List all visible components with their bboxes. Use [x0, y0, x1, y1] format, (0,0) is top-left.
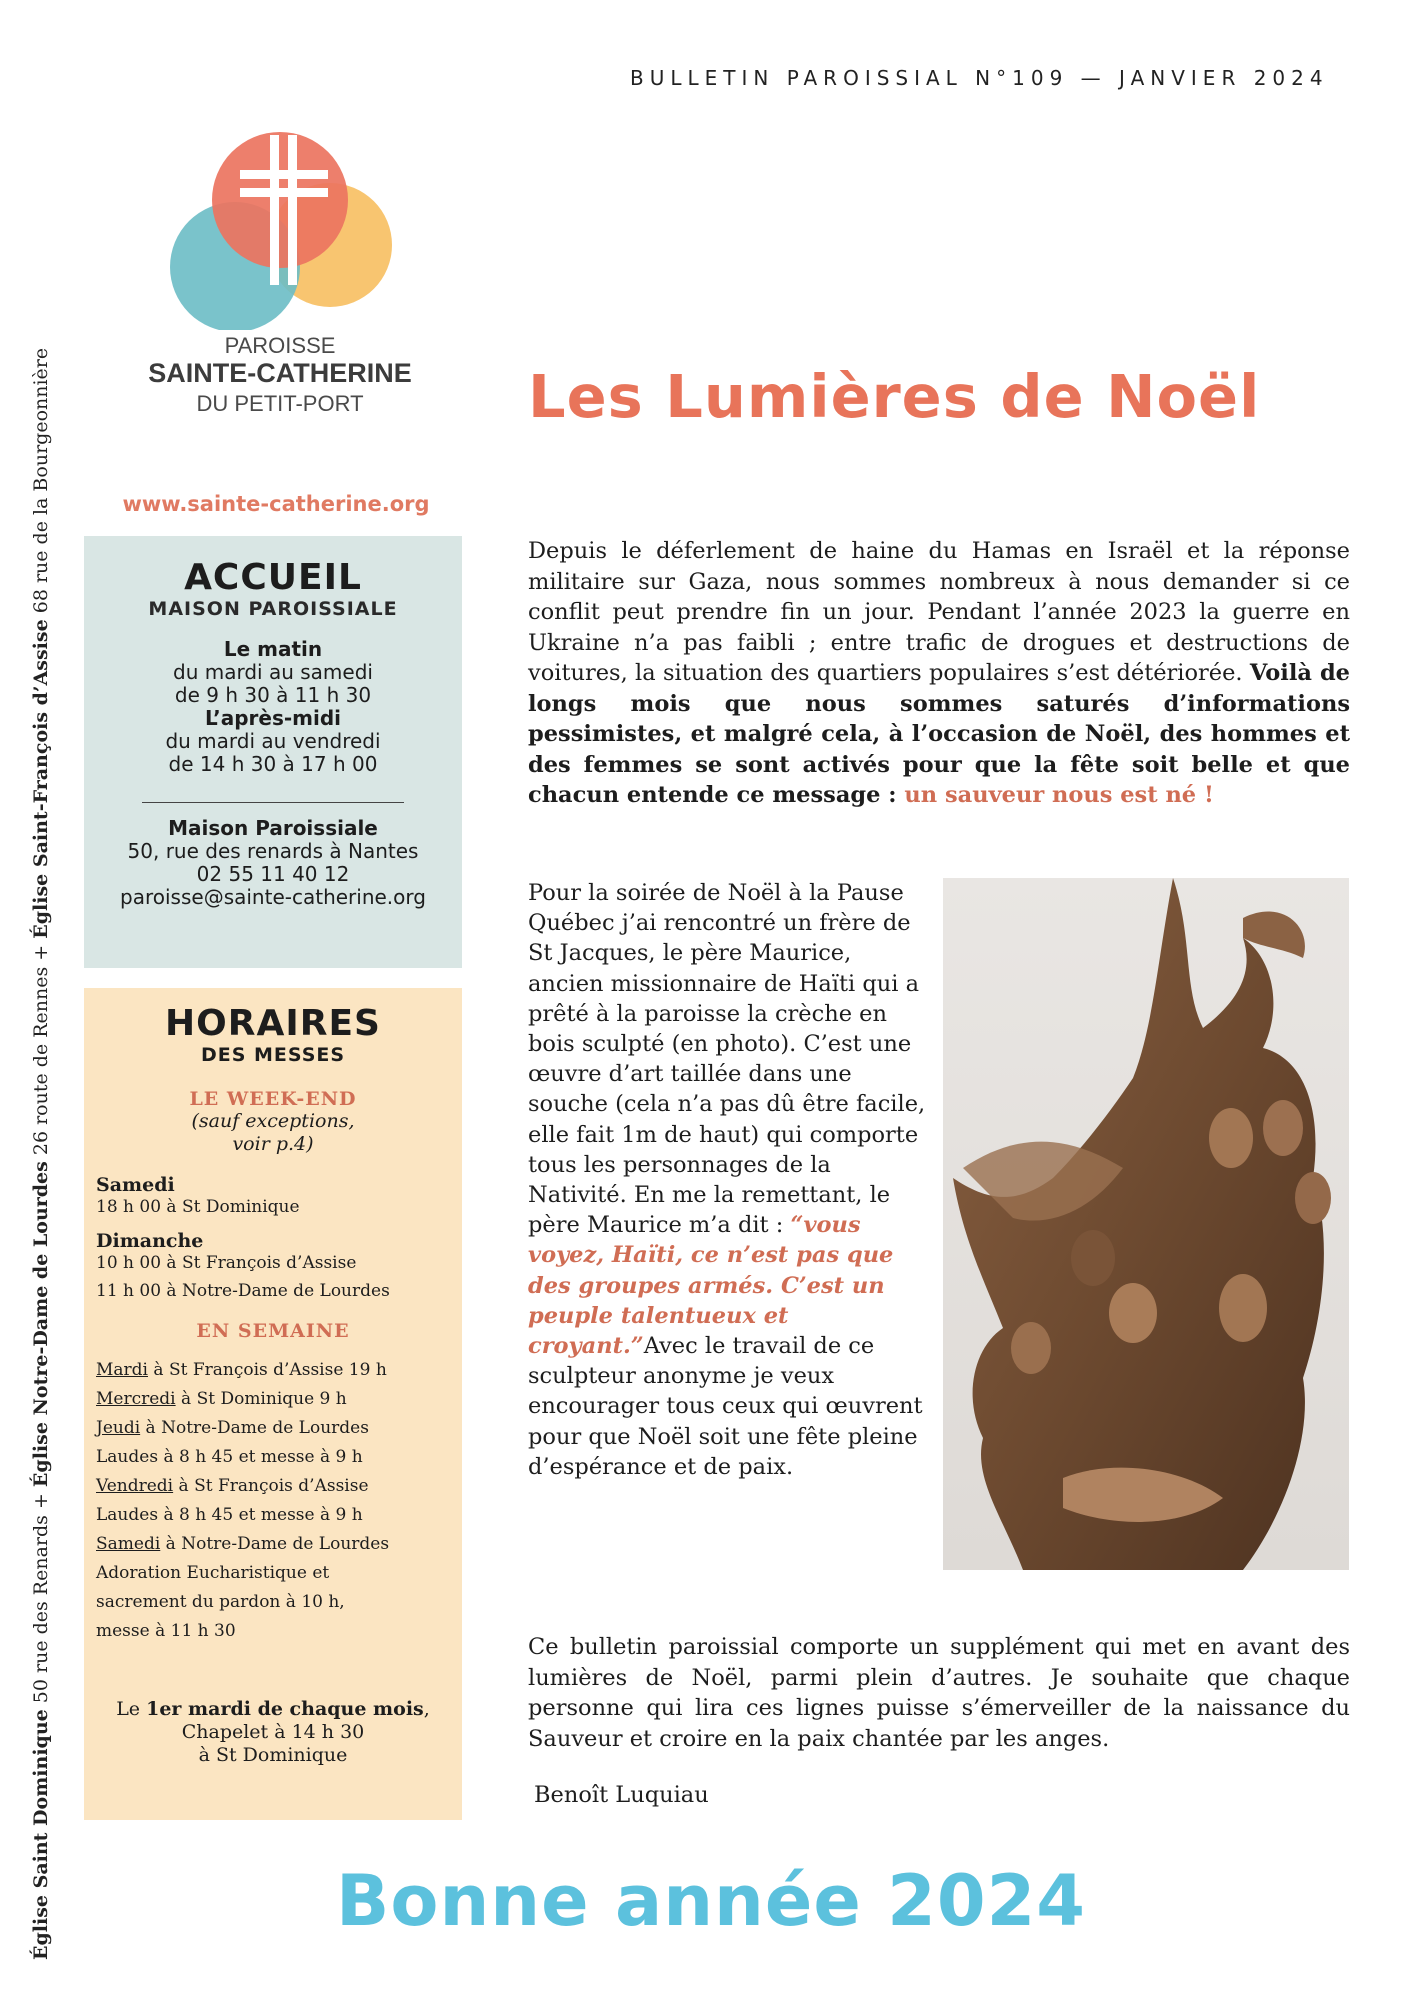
article-title: Les Lumières de Noël	[528, 362, 1261, 431]
weekday-schedule	[84, 1356, 462, 1646]
parish-logo	[130, 95, 430, 425]
morning-label: Le matin	[223, 637, 323, 661]
saturday-label: Samedi	[96, 1174, 175, 1196]
article-paragraph-3: Ce bulletin paroissial comporte un supplément qui met en avant des lumières de Noël, parmi plein d’autres. Je souhaite que chaque personne qui lira ces lignes puisse s’émerveiller de la naissance du Sauveur et croire en la paix chantée par les anges.	[528, 1634, 1350, 1752]
weekday-line: Mercredi à St Dominique 9 h	[96, 1389, 347, 1409]
church-3-address: 68 rue de la Bourgeonnière	[30, 347, 52, 620]
email-link[interactable]: paroisse@sainte-catherine.org	[120, 885, 426, 909]
weekday-line: Samedi à Notre-Dame de Lourdes	[96, 1534, 390, 1554]
weekend-note-1: (sauf exceptions,	[191, 1110, 355, 1132]
nativity-sculpture-image	[943, 878, 1349, 1570]
horaires-title: HORAIRES	[165, 1003, 381, 1044]
church-1-address: 50 rue des Renards +	[30, 1487, 52, 1710]
logo-line-3: DU PETIT-PORT	[196, 391, 364, 416]
weekend-note-2: voir p.4)	[232, 1133, 314, 1155]
article-signature: Benoît Luquiau	[534, 1782, 709, 1808]
article-paragraph-2: Pour la soirée de Noël à la Pause Québec j’ai rencontré un frère de St Jacques, le père Maurice, ancien missionnaire de Haïti qui a prêté à la paroisse la crèche en bois sculpté (en photo). C’est une œuvre d’art taillée dans une souche (cela n’a pas dû être facile, elle fait 1m de haut) qui comporte tous les personnages de la Nativité. En me la remettant, le père Maurice m’a dit : “vous voyez, Haïti, ce n’est pas que des groupes armés. C’est un peuple talentueux et croyant.”Avec le travail de ce sculpteur anonyme je veux encourager tous ceux qui œuvrent pour que Noël soit une fête pleine d’espérance et de paix.	[528, 880, 926, 1480]
chapelet-line-2: Chapelet à 14 h 30	[181, 1721, 365, 1743]
new-year-greeting: Bonne année 2024	[336, 1860, 1087, 1942]
week-label: EN SEMAINE	[196, 1320, 350, 1342]
weekday-line: Laudes à 8 h 45 et messe à 9 h	[96, 1447, 363, 1467]
phone[interactable]: 02 55 11 40 12	[196, 862, 350, 886]
logo-line-2: SAINTE-CATHERINE	[148, 358, 412, 388]
nativity-sculpture-photo	[943, 878, 1349, 1570]
horaires-subtitle: DES MESSES	[200, 1044, 346, 1066]
weekday-line: Vendredi à St François d’Assise	[96, 1476, 369, 1496]
article-paragraph-1: Depuis le déferlement de haine du Hamas en Israël et la réponse militaire sur Gaza, nous sommes nombreux à nous demander si ce conflit peut prendre fin un jour. Pendant l’année 2023 la guerre en Ukraine n’a pas faibli ; entre trafic de drogues et destructions de voitures, la situation des quartiers populaires s’est détériorée. Voilà de longs mois que nous sommes saturés d’informations pessimistes, et malgré cela, à l’occasion de Noël, des hommes et des femmes se sont activés pour que la fête soit belle et que chacun entende ce message : un sauveur nous est né !	[528, 538, 1350, 808]
churches-vertical-band	[30, 348, 52, 1960]
weekday-line: Laudes à 8 h 45 et messe à 9 h	[96, 1505, 363, 1525]
sunday-mass-2: 11 h 00 à Notre-Dame de Lourdes	[96, 1281, 390, 1301]
morning-hours: de 9 h 30 à 11 h 30	[174, 683, 372, 707]
church-3-name: Église Saint-François d’Assise	[30, 619, 52, 939]
address: 50, rue des renards à Nantes	[127, 839, 419, 863]
afternoon-hours: de 14 h 30 à 17 h 00	[168, 752, 378, 776]
sunday-label: Dimanche	[96, 1230, 204, 1252]
accueil-subtitle: MAISON PAROISSIALE	[148, 598, 398, 620]
weekday-line: sacrement du pardon à 10 h,	[96, 1592, 345, 1612]
accueil-title: ACCUEIL	[184, 557, 362, 598]
weekday-line: Adoration Eucharistique et	[96, 1563, 330, 1583]
afternoon-label: L’après-midi	[204, 706, 342, 730]
church-1-name: Église Saint Dominique	[30, 1709, 52, 1960]
chapelet-line-3: à St Dominique	[198, 1744, 348, 1766]
logo-line-1: PAROISSE	[224, 333, 336, 358]
weekday-line: messe à 11 h 30	[96, 1621, 236, 1641]
chapelet-line-1: Le 1er mardi de chaque mois,	[116, 1698, 430, 1720]
afternoon-days: du mardi au vendredi	[165, 729, 381, 753]
address-label: Maison Paroissiale	[168, 816, 378, 840]
church-2-name: Église Notre-Dame de Lourdes	[30, 1161, 52, 1488]
weekday-line: Jeudi à Notre-Dame de Lourdes	[96, 1418, 369, 1438]
bulletin-header: BULLETIN PAROISSIAL N°109 — JANVIER 2024	[630, 66, 1329, 90]
morning-days: du mardi au samedi	[173, 660, 373, 684]
saturday-mass: 18 h 00 à St Dominique	[96, 1197, 300, 1217]
logo-circles-icon	[130, 95, 430, 330]
weekend-label: LE WEEK-END	[189, 1088, 357, 1110]
horaires-box	[84, 988, 462, 1820]
accueil-box	[84, 536, 462, 968]
website-link[interactable]: www.sainte-catherine.org	[122, 492, 430, 516]
sunday-mass-1: 10 h 00 à St François d’Assise	[96, 1253, 357, 1273]
weekday-line: Mardi à St François d’Assise 19 h	[96, 1360, 387, 1380]
church-2-address: 26 route de Rennes +	[30, 938, 52, 1162]
accueil-divider	[142, 802, 404, 803]
